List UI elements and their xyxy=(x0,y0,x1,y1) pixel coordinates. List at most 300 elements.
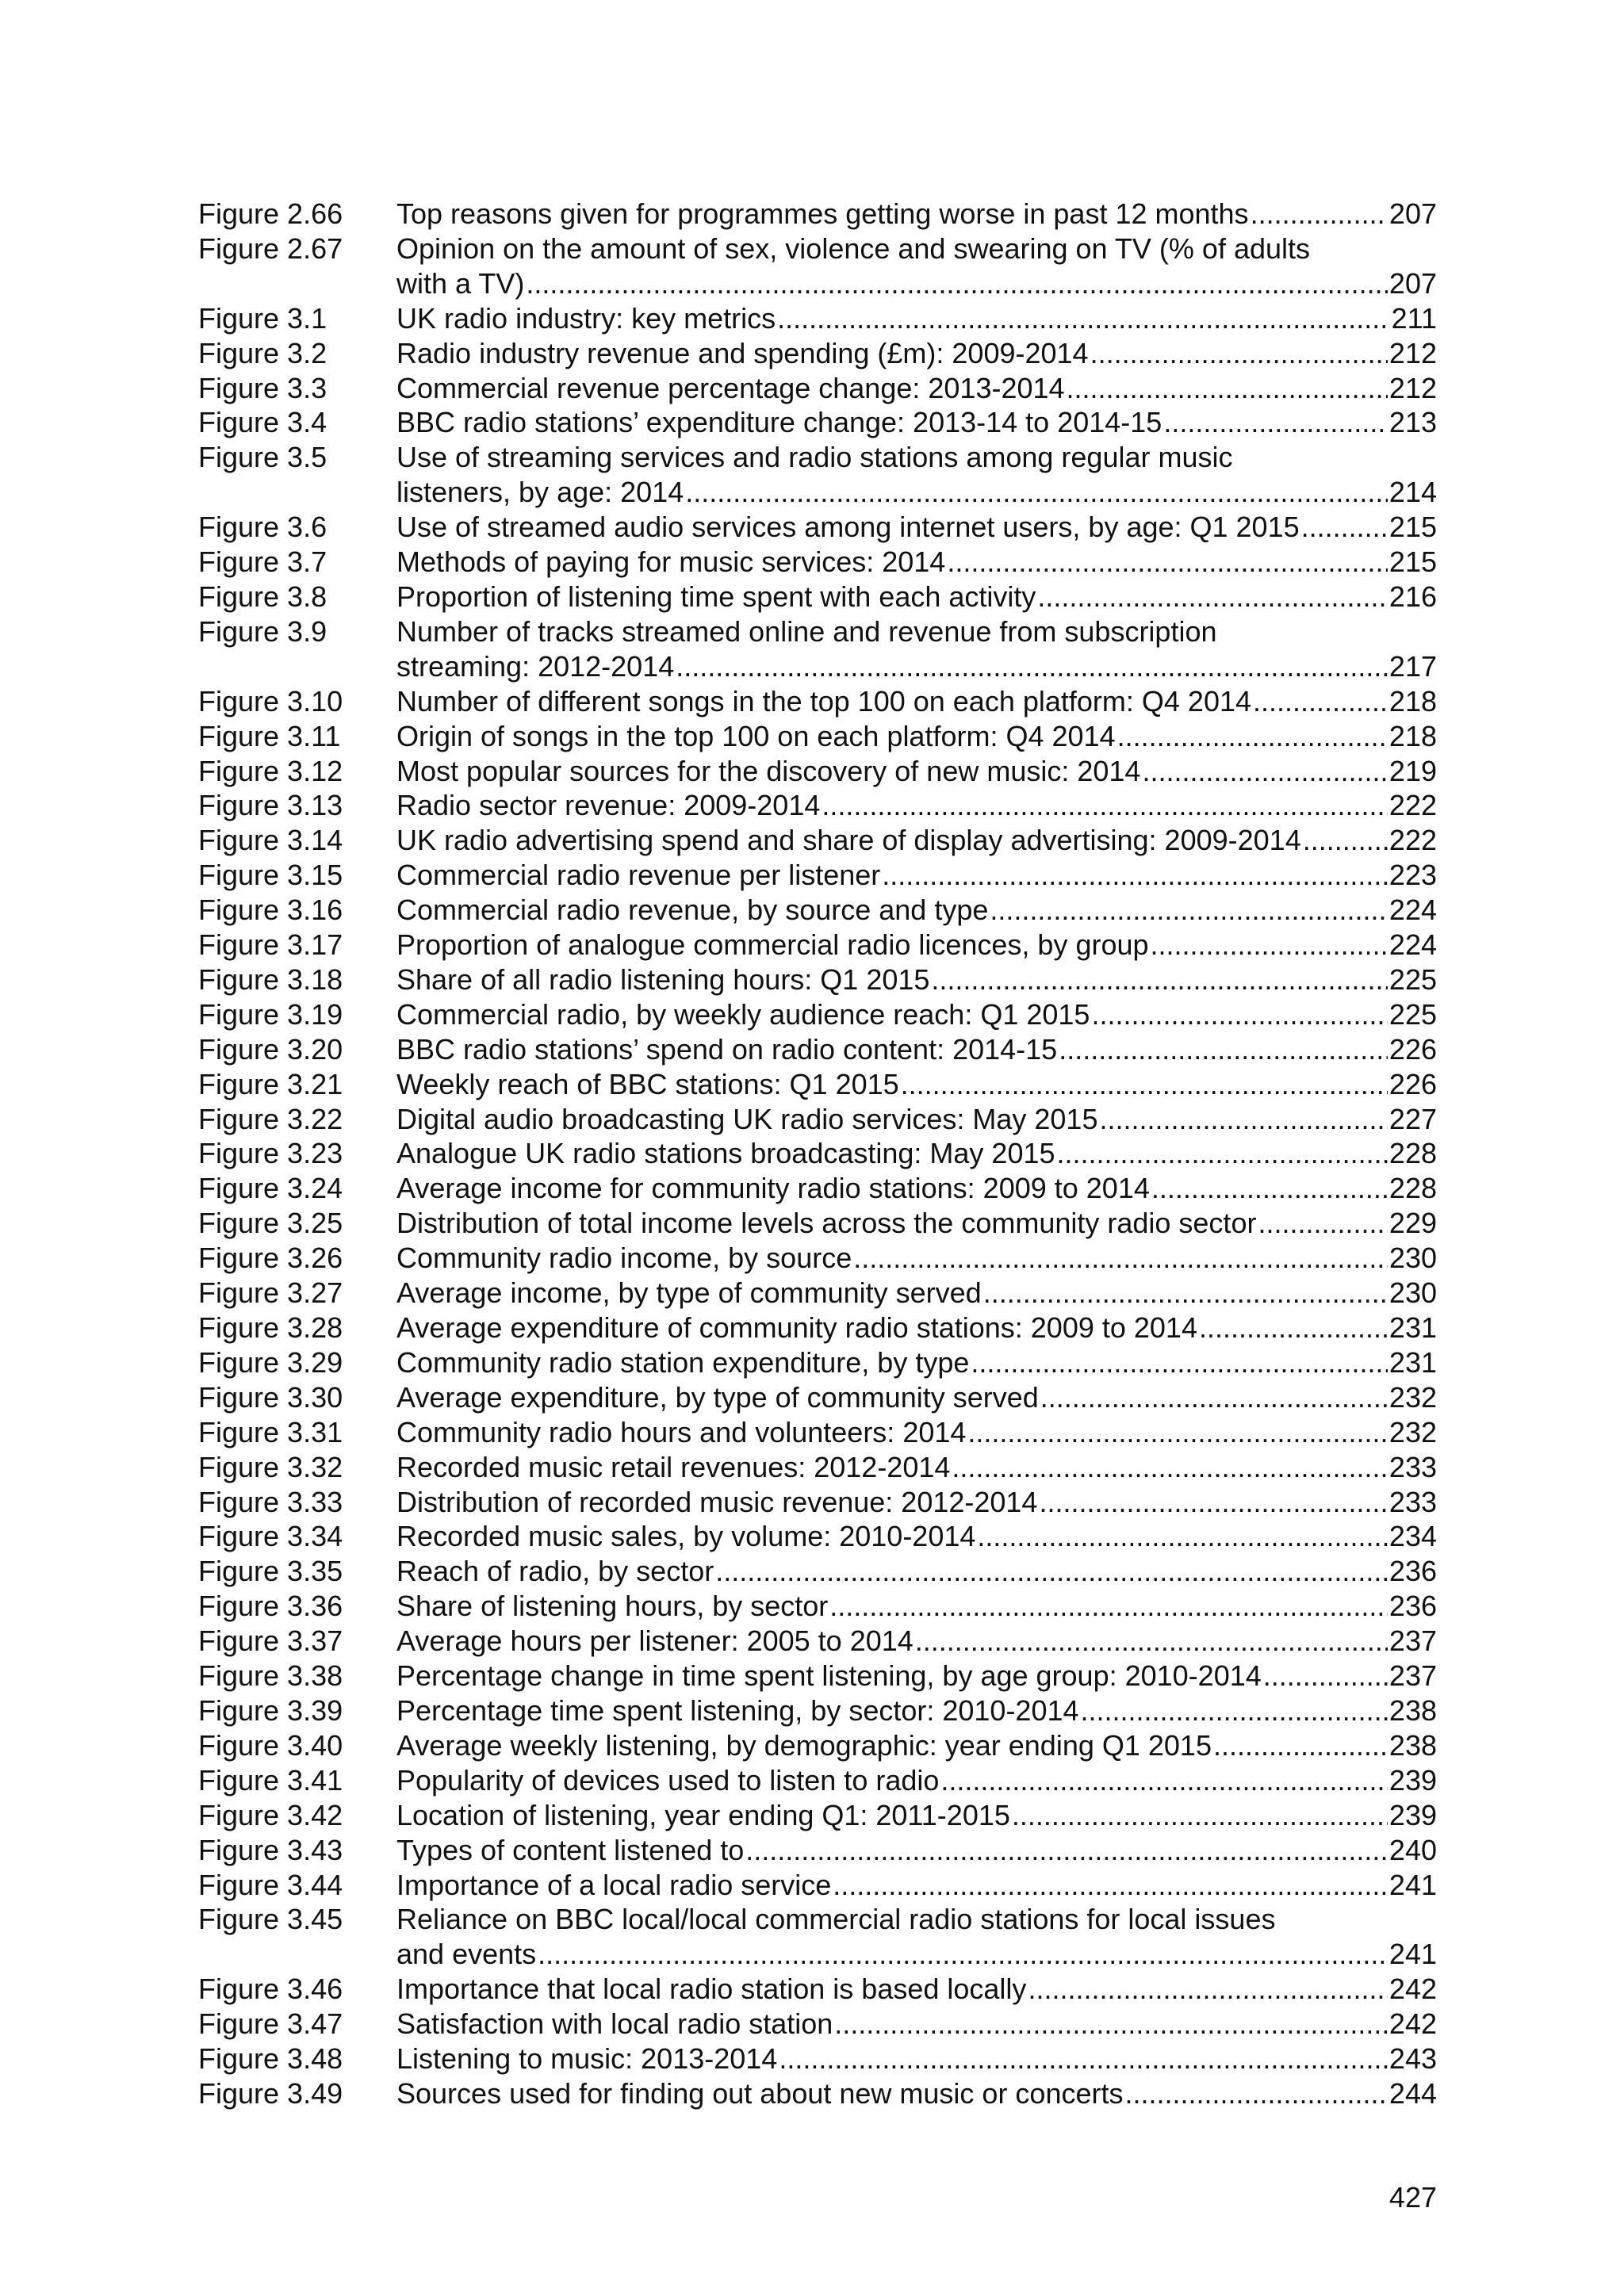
figure-entry-body xyxy=(396,1868,1437,1903)
figure-title-line xyxy=(396,1937,1437,1972)
figure-page-number: 241 xyxy=(1388,1868,1437,1901)
dot-leader xyxy=(977,1519,1388,1554)
figure-title-line xyxy=(396,1206,1437,1241)
figure-page-number: 212 xyxy=(1388,336,1437,369)
dot-leader xyxy=(833,1868,1388,1903)
figure-title-line xyxy=(396,2042,1437,2076)
figure-title: Proportion of listening time spent with each activity xyxy=(396,580,1036,613)
figure-title-line xyxy=(396,649,1437,684)
figure-entry-body xyxy=(396,580,1437,614)
figure-page-number: 213 xyxy=(1388,406,1437,439)
dot-leader xyxy=(1125,2076,1388,2111)
toc-entry xyxy=(198,1728,1437,1763)
figure-title: Radio sector revenue: 2009-2014 xyxy=(396,789,821,822)
figure-title-line xyxy=(396,1763,1437,1798)
figure-entry-body xyxy=(396,2076,1437,2111)
figure-page-number: 238 xyxy=(1388,1728,1437,1762)
figure-title-line xyxy=(396,475,1437,510)
page-number: 427 xyxy=(1388,2181,1437,2214)
figure-title-line xyxy=(396,2007,1437,2042)
figure-page-number: 242 xyxy=(1388,1973,1437,2006)
toc-entry xyxy=(198,1276,1437,1311)
figure-title-line xyxy=(396,301,1437,336)
dot-leader xyxy=(1301,510,1388,545)
figure-page-number: 237 xyxy=(1388,1659,1437,1693)
dot-leader xyxy=(822,788,1388,823)
dot-leader xyxy=(685,475,1388,510)
toc-entry xyxy=(198,580,1437,614)
figure-title: Analogue UK radio stations broadcasting: May 2015 xyxy=(396,1137,1055,1170)
figure-number: Figure 3.16 xyxy=(198,894,343,927)
dot-leader xyxy=(1059,1032,1388,1067)
figure-page-number: 232 xyxy=(1388,1380,1437,1414)
figure-number: Figure 3.22 xyxy=(198,1102,343,1135)
figure-number: Figure 3.6 xyxy=(198,511,327,544)
figure-number: Figure 3.49 xyxy=(198,2076,343,2110)
toc-entry xyxy=(198,1763,1437,1798)
figure-page-number: 224 xyxy=(1388,894,1437,927)
figure-title: BBC radio stations’ expenditure change: 2013-14 to 2014-15 xyxy=(396,406,1162,439)
toc-entry xyxy=(198,440,1437,510)
figure-title-line xyxy=(396,997,1437,1032)
toc-entry xyxy=(198,1554,1437,1589)
figure-title: Recorded music retail revenues: 2012-2014 xyxy=(396,1450,951,1483)
figure-title: Importance of a local radio service xyxy=(396,1868,832,1901)
figure-title: Average expenditure of community radio stations: 2009 to 2014 xyxy=(396,1311,1197,1344)
figure-number: Figure 3.32 xyxy=(198,1450,343,1483)
figure-title-line xyxy=(396,1972,1437,2007)
figure-number: Figure 3.20 xyxy=(198,1032,343,1066)
figure-number: Figure 3.27 xyxy=(198,1276,343,1310)
dot-leader xyxy=(676,649,1388,684)
figure-title-line xyxy=(396,928,1437,962)
figure-title-line xyxy=(396,1798,1437,1833)
figure-number: Figure 3.9 xyxy=(198,614,327,648)
dot-leader xyxy=(745,1833,1388,1868)
figure-entry-body xyxy=(396,1276,1437,1311)
dot-leader xyxy=(940,1763,1388,1798)
figure-page-number: 225 xyxy=(1388,962,1437,996)
figure-title-line xyxy=(396,371,1437,406)
figure-entry-body xyxy=(396,1763,1437,1798)
figure-entry-body xyxy=(396,928,1437,962)
toc-entry xyxy=(198,1067,1437,1102)
figure-entry-body xyxy=(396,1450,1437,1485)
figure-page-number: 222 xyxy=(1388,824,1437,857)
toc-entry xyxy=(198,754,1437,789)
dot-leader xyxy=(1253,684,1388,719)
figure-number: Figure 3.3 xyxy=(198,371,327,404)
dot-leader xyxy=(1142,754,1387,789)
figure-page-number: 228 xyxy=(1388,1137,1437,1170)
toc-entry xyxy=(198,545,1437,580)
figure-title: Origin of songs in the top 100 on each platform: Q4 2014 xyxy=(396,719,1116,752)
figure-title-line xyxy=(396,719,1437,754)
dot-leader xyxy=(971,1345,1388,1380)
figure-entry-body xyxy=(396,405,1437,440)
figure-title: Digital audio broadcasting UK radio services: May 2015 xyxy=(396,1102,1098,1135)
figure-number: Figure 3.26 xyxy=(198,1242,343,1275)
figure-entry-body xyxy=(396,545,1437,580)
dot-leader xyxy=(779,2042,1388,2076)
figure-entry-body xyxy=(396,823,1437,858)
figure-number: Figure 3.33 xyxy=(198,1485,343,1518)
figure-title-line xyxy=(396,1102,1437,1137)
figure-entry-body xyxy=(396,1902,1437,1972)
figure-title: Radio industry revenue and spending (£m): 2009-2014 xyxy=(396,336,1089,369)
figure-entry-body xyxy=(396,1311,1437,1345)
toc-entry xyxy=(198,614,1437,684)
figure-number: Figure 3.24 xyxy=(198,1172,343,1205)
figure-number: Figure 3.43 xyxy=(198,1833,343,1866)
figure-number: Figure 3.1 xyxy=(198,301,327,335)
figure-title: with a TV) xyxy=(396,266,525,300)
figure-title-line xyxy=(396,1032,1437,1067)
figure-title-first-line: Reliance on BBC local/local commercial radio stations for local issues xyxy=(396,1903,1276,1936)
figure-page-number: 218 xyxy=(1388,719,1437,752)
figure-entry-body xyxy=(396,336,1437,371)
figure-title-line xyxy=(396,788,1437,823)
figure-title: streaming: 2012-2014 xyxy=(396,649,675,683)
toc-entry xyxy=(198,1833,1437,1868)
dot-leader xyxy=(1040,1380,1388,1415)
figure-title: Average weekly listening, by demographic: year ending Q1 2015 xyxy=(396,1728,1212,1762)
figure-entry-body xyxy=(396,719,1437,754)
figure-title-line xyxy=(396,1171,1437,1206)
figure-title-line xyxy=(396,1554,1437,1589)
figure-title: Listening to music: 2013-2014 xyxy=(396,2042,778,2076)
figure-number: Figure 3.46 xyxy=(198,1973,343,2006)
toc-entry xyxy=(198,997,1437,1032)
figure-number: Figure 3.17 xyxy=(198,928,343,962)
figure-number: Figure 3.42 xyxy=(198,1798,343,1831)
figure-number: Figure 3.35 xyxy=(198,1555,343,1588)
figure-title-line xyxy=(396,266,1437,301)
toc-entry xyxy=(198,1972,1437,2007)
figure-title: UK radio industry: key metrics xyxy=(396,301,776,335)
figure-title: Commercial radio revenue, by source and type xyxy=(396,894,989,927)
figure-number: Figure 3.40 xyxy=(198,1728,343,1762)
figure-entry-body xyxy=(396,1067,1437,1102)
toc-entry xyxy=(198,2007,1437,2042)
figure-entry-body xyxy=(396,1102,1437,1137)
figure-title-line xyxy=(396,1415,1437,1450)
figure-title: Share of listening hours, by sector xyxy=(396,1590,829,1623)
figure-title: UK radio advertising spend and share of display advertising: 2009-2014 xyxy=(396,824,1301,857)
toc-entry xyxy=(198,232,1437,301)
dot-leader xyxy=(947,545,1388,580)
figure-title: Average income, by type of community served xyxy=(396,1276,982,1310)
figure-number: Figure 3.15 xyxy=(198,859,343,892)
figure-entry-body xyxy=(396,1589,1437,1624)
figure-title-line xyxy=(396,1067,1437,1102)
figure-title-first-line: Use of streaming services and radio stations among regular music xyxy=(396,441,1233,474)
figure-entry-body xyxy=(396,1833,1437,1868)
dot-leader xyxy=(526,266,1388,301)
figure-page-number: 237 xyxy=(1388,1624,1437,1658)
figure-page-number: 238 xyxy=(1388,1693,1437,1727)
dot-leader xyxy=(1117,719,1388,754)
figure-page-number: 228 xyxy=(1388,1172,1437,1205)
toc-entry xyxy=(198,788,1437,823)
dot-leader xyxy=(1251,197,1388,232)
figure-page-number: 233 xyxy=(1388,1485,1437,1518)
toc-entry xyxy=(198,1450,1437,1485)
dot-leader xyxy=(1199,1311,1388,1345)
figure-title: Community radio hours and volunteers: 2014 xyxy=(396,1415,967,1448)
figure-title: Types of content listened to xyxy=(396,1833,745,1866)
figure-page-number: 224 xyxy=(1388,928,1437,962)
figure-title-first-line: Opinion on the amount of sex, violence and swearing on TV (% of adults xyxy=(396,232,1311,265)
dot-leader xyxy=(1067,371,1388,406)
figure-title-line xyxy=(396,893,1437,928)
figure-title-line xyxy=(396,823,1437,858)
figure-entry-body xyxy=(396,788,1437,823)
dot-leader xyxy=(901,1067,1388,1102)
figure-page-number: 234 xyxy=(1388,1520,1437,1553)
dot-leader xyxy=(967,1415,1388,1450)
figure-number: Figure 3.10 xyxy=(198,684,343,718)
dot-leader xyxy=(1303,823,1388,858)
toc-entry xyxy=(198,197,1437,232)
figure-title: Proportion of analogue commercial radio licences, by group xyxy=(396,928,1149,962)
figure-title-line xyxy=(396,1311,1437,1345)
figure-number: Figure 3.5 xyxy=(198,441,327,474)
figure-title-line xyxy=(396,1450,1437,1485)
figure-entry-body xyxy=(396,1136,1437,1171)
toc-entry xyxy=(198,1589,1437,1624)
toc-entry xyxy=(198,1241,1437,1276)
figure-entry-body xyxy=(396,1415,1437,1450)
figure-title-line xyxy=(396,1345,1437,1380)
dot-leader xyxy=(1081,1693,1388,1728)
figure-title: Percentage time spent listening, by sector: 2010-2014 xyxy=(396,1693,1079,1727)
figure-title-line xyxy=(396,1693,1437,1728)
figure-title: Reach of radio, by sector xyxy=(396,1555,714,1588)
toc-entry xyxy=(198,1311,1437,1345)
dot-leader xyxy=(931,962,1388,997)
figure-title-line xyxy=(396,858,1437,893)
figure-page-number: 231 xyxy=(1388,1345,1437,1379)
figure-title-line xyxy=(396,1589,1437,1624)
figure-page-number: 236 xyxy=(1388,1590,1437,1623)
figure-page-number: 229 xyxy=(1388,1207,1437,1240)
figure-number: Figure 3.14 xyxy=(198,824,343,857)
figure-title: Commercial radio, by weekly audience reach: Q1 2015 xyxy=(396,997,1090,1031)
figure-title: Recorded music sales, by volume: 2010-2014 xyxy=(396,1520,976,1553)
dot-leader xyxy=(1012,1798,1388,1833)
figure-number: Figure 2.66 xyxy=(198,197,343,230)
toc-entry xyxy=(198,1519,1437,1554)
toc-entry xyxy=(198,2076,1437,2111)
toc-entry xyxy=(198,1415,1437,1450)
figure-title-line xyxy=(396,1485,1437,1520)
figure-number: Figure 3.30 xyxy=(198,1380,343,1414)
figure-number: Figure 2.67 xyxy=(198,232,343,265)
toc-entry xyxy=(198,371,1437,406)
toc-entry xyxy=(198,962,1437,997)
figure-title-line xyxy=(396,510,1437,545)
dot-leader xyxy=(1151,1171,1388,1206)
figure-page-number: 218 xyxy=(1388,684,1437,718)
figure-title-line xyxy=(396,684,1437,719)
figure-title: Weekly reach of BBC stations: Q1 2015 xyxy=(396,1067,899,1100)
figure-number: Figure 3.2 xyxy=(198,336,327,369)
figure-number: Figure 3.48 xyxy=(198,2042,343,2076)
figure-entry-body xyxy=(396,1171,1437,1206)
figure-number: Figure 3.8 xyxy=(198,580,327,613)
figure-number: Figure 3.38 xyxy=(198,1659,343,1693)
figure-title-first-line: Number of tracks streamed online and revenue from subscription xyxy=(396,614,1217,648)
toc-entry xyxy=(198,823,1437,858)
figure-page-number: 227 xyxy=(1388,1102,1437,1135)
dot-leader xyxy=(1258,1206,1387,1241)
figure-page-number: 226 xyxy=(1388,1032,1437,1066)
figure-entry-body xyxy=(396,1485,1437,1520)
figure-title-line xyxy=(396,405,1437,440)
figure-title-line xyxy=(396,1519,1437,1554)
dot-leader xyxy=(834,2007,1388,2042)
figure-title-line xyxy=(396,1276,1437,1311)
figure-title: Location of listening, year ending Q1: 2011-2015 xyxy=(396,1798,1010,1831)
figure-title: Importance that local radio station is based locally xyxy=(396,1973,1027,2006)
figure-page-number: 230 xyxy=(1388,1276,1437,1310)
toc-entry xyxy=(198,1136,1437,1171)
figure-number: Figure 3.12 xyxy=(198,754,343,787)
dot-leader xyxy=(1091,997,1387,1032)
figure-title: Average income for community radio stations: 2009 to 2014 xyxy=(396,1172,1150,1205)
figure-title-line xyxy=(396,1136,1437,1171)
figure-entry-body xyxy=(396,371,1437,406)
figure-number: Figure 3.21 xyxy=(198,1067,343,1100)
figure-title: Use of streamed audio services among internet users, by age: Q1 2015 xyxy=(396,511,1300,544)
figure-title: Sources used for finding out about new music or concerts xyxy=(396,2076,1124,2110)
figure-entry-body xyxy=(396,440,1437,510)
figure-title: Share of all radio listening hours: Q1 2015 xyxy=(396,962,930,996)
figure-title: Community radio income, by source xyxy=(396,1242,852,1275)
figure-number: Figure 3.29 xyxy=(198,1345,343,1379)
figure-title-line xyxy=(396,1241,1437,1276)
figure-title: listeners, by age: 2014 xyxy=(396,476,684,509)
dot-leader xyxy=(952,1450,1388,1485)
figure-page-number: 223 xyxy=(1388,859,1437,892)
toc-entry xyxy=(198,1659,1437,1693)
figure-page-number: 215 xyxy=(1388,545,1437,579)
dot-leader xyxy=(1039,1485,1387,1520)
figure-entry-body xyxy=(396,1693,1437,1728)
list-of-figures xyxy=(198,197,1437,2111)
toc-entry xyxy=(198,1902,1437,1972)
dot-leader xyxy=(990,893,1388,928)
figure-title: Average hours per listener: 2005 to 2014 xyxy=(396,1624,914,1658)
figure-entry-body xyxy=(396,997,1437,1032)
dot-leader xyxy=(983,1276,1388,1311)
figure-number: Figure 3.13 xyxy=(198,789,343,822)
figure-title-line xyxy=(396,1833,1437,1868)
figure-title-line xyxy=(396,1624,1437,1659)
figure-title-line xyxy=(396,545,1437,580)
figure-entry-body xyxy=(396,1206,1437,1241)
figure-page-number: 242 xyxy=(1388,2007,1437,2041)
figure-title-line xyxy=(396,1380,1437,1415)
figure-entry-body xyxy=(396,1972,1437,2007)
figure-entry-body xyxy=(396,614,1437,684)
dot-leader xyxy=(915,1624,1388,1659)
toc-entry xyxy=(198,1171,1437,1206)
figure-title: Top reasons given for programmes getting worse in past 12 months xyxy=(396,197,1249,230)
figure-entry-body xyxy=(396,1032,1437,1067)
toc-entry xyxy=(198,336,1437,371)
figure-page-number: 231 xyxy=(1388,1311,1437,1344)
toc-entry xyxy=(198,928,1437,962)
figure-entry-body xyxy=(396,1728,1437,1763)
toc-entry xyxy=(198,1032,1437,1067)
dot-leader xyxy=(715,1554,1388,1589)
figure-page-number: 215 xyxy=(1388,511,1437,544)
figure-title: BBC radio stations’ spend on radio content: 2014-15 xyxy=(396,1032,1058,1066)
dot-leader xyxy=(829,1589,1388,1624)
figure-page-number: 236 xyxy=(1388,1555,1437,1588)
figure-page-number: 211 xyxy=(1391,301,1437,335)
figure-entry-body xyxy=(396,1624,1437,1659)
dot-leader xyxy=(538,1937,1388,1972)
dot-leader xyxy=(1057,1136,1388,1171)
figure-page-number: 233 xyxy=(1388,1450,1437,1483)
figure-page-number: 212 xyxy=(1388,371,1437,404)
figure-entry-body xyxy=(396,1659,1437,1693)
figure-page-number: 240 xyxy=(1388,1833,1437,1866)
figure-title: Most popular sources for the discovery of new music: 2014 xyxy=(396,754,1141,787)
figure-page-number: 207 xyxy=(1388,266,1437,300)
figure-page-number: 244 xyxy=(1388,2076,1437,2110)
toc-entry xyxy=(198,858,1437,893)
figure-number: Figure 3.44 xyxy=(198,1868,343,1901)
figure-number: Figure 3.47 xyxy=(198,2007,343,2041)
toc-entry xyxy=(198,684,1437,719)
figure-page-number: 207 xyxy=(1388,197,1437,230)
figure-page-number: 230 xyxy=(1388,1242,1437,1275)
figure-title-line xyxy=(396,754,1437,789)
figure-title: Popularity of devices used to listen to radio xyxy=(396,1763,940,1797)
toc-entry xyxy=(198,1624,1437,1659)
figure-page-number: 239 xyxy=(1388,1798,1437,1831)
dot-leader xyxy=(1151,928,1388,962)
dot-leader xyxy=(1099,1102,1387,1137)
figure-entry-body xyxy=(396,1345,1437,1380)
dot-leader xyxy=(1090,336,1388,371)
figure-title: Methods of paying for music services: 2014 xyxy=(396,545,946,579)
figure-title-line xyxy=(396,1728,1437,1763)
figure-page-number: 214 xyxy=(1388,476,1437,509)
toc-entry xyxy=(198,893,1437,928)
figure-title: Commercial revenue percentage change: 2013-2014 xyxy=(396,371,1065,404)
figure-number: Figure 3.31 xyxy=(198,1415,343,1448)
figure-entry-body xyxy=(396,1554,1437,1589)
figure-title: and events xyxy=(396,1938,537,1971)
figure-title-line xyxy=(396,2076,1437,2111)
figure-page-number: 241 xyxy=(1388,1938,1437,1971)
figure-entry-body xyxy=(396,1798,1437,1833)
figure-number: Figure 3.41 xyxy=(198,1763,343,1797)
figure-title-line xyxy=(396,336,1437,371)
figure-number: Figure 3.25 xyxy=(198,1207,343,1240)
figure-title: Commercial radio revenue per listener xyxy=(396,859,881,892)
figure-entry-body xyxy=(396,232,1437,301)
toc-entry xyxy=(198,1206,1437,1241)
figure-entry-body xyxy=(396,2042,1437,2076)
figure-title: Community radio station expenditure, by type xyxy=(396,1345,970,1379)
toc-entry xyxy=(198,1345,1437,1380)
